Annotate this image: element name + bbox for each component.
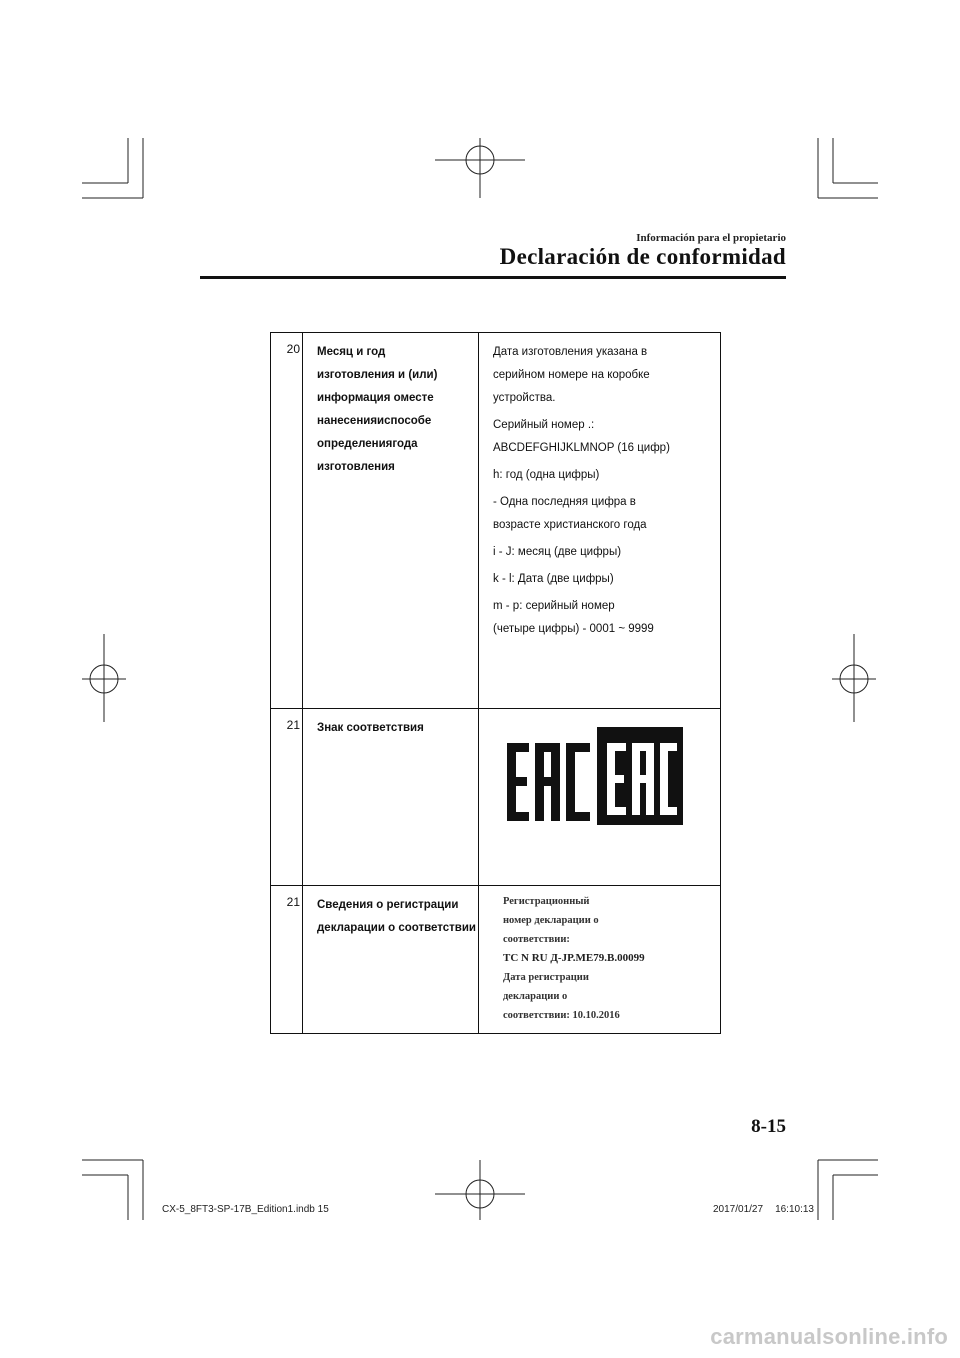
value-line: устройства. [493,392,556,404]
value-line: - Одна последняя цифра в [493,496,636,508]
label-line: декларации о соответствии [317,922,477,934]
conformity-table [270,332,721,1034]
registration-target-icon [82,634,126,722]
row-number: 21 [271,886,303,1034]
value-line: m - p: серийный номер [493,600,615,612]
row-value [479,886,721,1034]
header-divider [200,276,786,279]
value-line: возрасте христианского года [493,519,647,531]
label-line: изготовления [317,461,395,473]
value-line: декларации о [503,991,568,1002]
watermark: carmanualsonline.info [710,1324,948,1349]
row-label [303,333,479,709]
table-row [271,886,721,1034]
row-label [303,709,479,886]
row-value [479,709,721,886]
label-line: определениягода [317,438,418,450]
value-line: серийном номере на коробке [493,369,650,381]
label-line: информация оместе [317,392,434,404]
page-title: Declaración de conformidad [499,244,786,269]
value-line: (четыре цифры) - 0001 ~ 9999 [493,623,654,635]
row-label [303,886,479,1034]
value-line: ABCDEFGHIJKLMNOP (16 цифр) [493,442,670,454]
label-line: Месяц и год [317,346,386,358]
value-line: h: год (одна цифры) [493,469,600,481]
registration-number: ТС N RU Д-JP.ME79.B.00099 [503,952,645,964]
label-line: Сведения о регистрации [317,899,459,911]
table-row [271,333,721,709]
label-line: нанесенияиспособе [317,415,432,427]
eac-conformity-mark-icon [497,725,683,825]
value-line: Серийный номер .: [493,419,595,431]
footer-filename: CX-5_8FT3-SP-17B_Edition1.indb 15 [162,1204,329,1215]
label-line: изготовления и (или) [317,369,438,381]
value-line: i - J: месяц (две цифры) [493,546,622,558]
value-line: k - l: Дата (две цифры) [493,573,614,585]
registration-target-icon [435,138,525,198]
footer-time: 16:10:13 [775,1204,814,1215]
registration-target-icon [832,634,876,722]
registration-target-icon [435,1160,525,1220]
row-number: 21 [271,709,303,886]
label-line: Знак соответствия [317,722,424,734]
footer-date: 2017/01/27 [713,1204,764,1215]
value-line: Дата регистрации [503,972,589,983]
row-value [479,333,721,709]
footer-timestamp [713,1204,814,1215]
page-number: 8-15 [751,1116,786,1137]
value-line: соответствии: [503,934,570,945]
section-subtitle: Información para el propietario [636,232,786,244]
value-line: Регистрационный [503,896,590,907]
row-number: 20 [271,333,303,709]
value-line: Дата изготовления указана в [493,346,648,358]
registration-date: соответствии: 10.10.2016 [503,1010,620,1021]
table-row [271,709,721,886]
value-line: номер декларации о [503,915,599,926]
